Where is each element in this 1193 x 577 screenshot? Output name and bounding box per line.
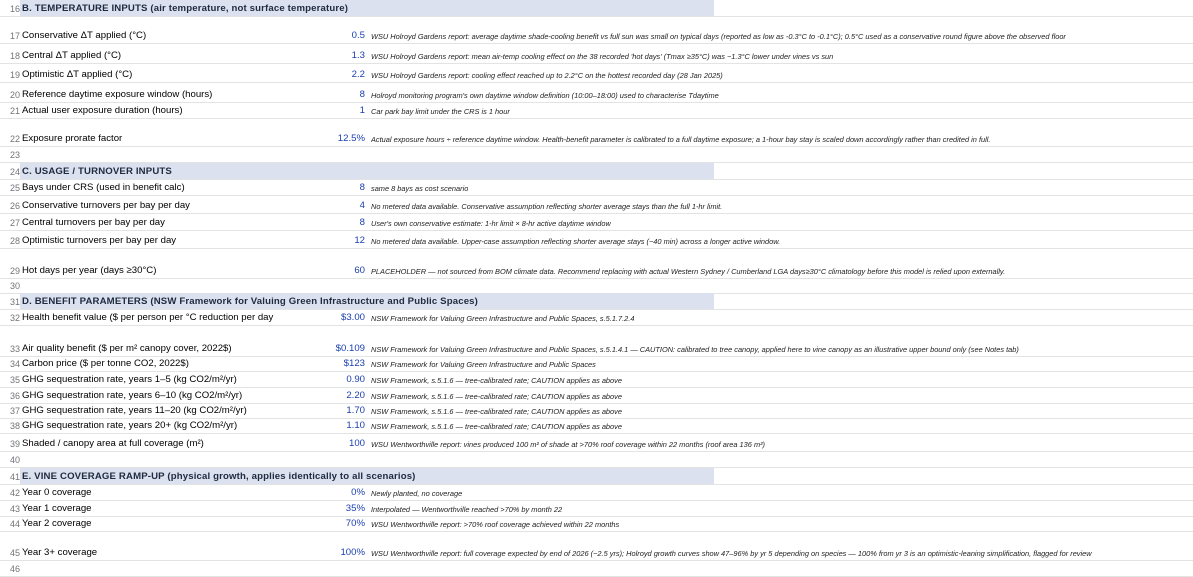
row-number[interactable]: 25 <box>9 183 20 193</box>
row-number[interactable]: 17 <box>9 31 20 41</box>
input-label[interactable]: Year 2 coverage <box>22 518 92 529</box>
section-title[interactable]: D. BENEFIT PARAMETERS (NSW Framework for Valuing Green Infrastructure and Public Spaces) <box>22 296 479 307</box>
source-note[interactable]: User's own conservative estimate: 1-hr limit × 8-hr active daytime window <box>371 219 611 228</box>
input-value-cell[interactable]: 8 <box>359 89 365 100</box>
input-value-cell[interactable]: 1.3 <box>351 50 365 61</box>
table-row <box>0 27 1193 44</box>
table-row <box>0 47 1193 64</box>
table-row <box>0 309 1193 326</box>
row-number[interactable]: 24 <box>9 167 20 177</box>
input-label[interactable]: Bays under CRS (used in benefit calc) <box>22 182 185 193</box>
input-label[interactable]: Year 3+ coverage <box>22 547 98 558</box>
row-number[interactable]: 35 <box>9 375 20 385</box>
input-value-cell[interactable]: 2.2 <box>351 69 365 80</box>
section-title[interactable]: E. VINE COVERAGE RAMP-UP (physical growth, applies identically to all scenarios) <box>22 471 416 482</box>
source-note[interactable]: WSU Holroyd Gardens report: cooling effect reached up to 2.2°C on the hottest recorded day (28 Jan 2025) <box>371 71 723 80</box>
table-row <box>0 232 1193 249</box>
input-value-cell[interactable]: 12.5% <box>337 133 365 144</box>
input-label[interactable]: Year 0 coverage <box>22 487 92 498</box>
table-row <box>0 515 1193 532</box>
source-note[interactable]: WSU Wentworthville report: >70% roof coverage achieved within 22 months <box>371 520 620 529</box>
row-number[interactable]: 33 <box>9 344 20 354</box>
table-row <box>0 560 1193 577</box>
input-value-cell[interactable]: 70% <box>345 518 365 529</box>
source-note[interactable]: NSW Framework for Valuing Green Infrastructure and Public Spaces <box>371 360 596 369</box>
table-row <box>0 214 1193 231</box>
table-row <box>0 277 1193 294</box>
row-number[interactable]: 19 <box>9 70 20 80</box>
input-value-cell[interactable]: 1.10 <box>346 420 365 431</box>
input-value-cell[interactable]: 100% <box>340 547 365 558</box>
table-row <box>0 544 1193 561</box>
row-number[interactable]: 22 <box>9 134 20 144</box>
input-label[interactable]: Health benefit value ($ per person per °C reduction per day <box>22 312 274 323</box>
source-note[interactable]: WSU Wentworthville report: full coverage expected by end of 2026 (~2.5 yrs); Holroyd growth curves show 47–96% by yr 5 depending on species — 100% from yr 3 is an optimistic-leaning simplification, flagged for review <box>371 549 1092 558</box>
input-value-cell[interactable]: 35% <box>345 503 365 514</box>
row-number[interactable]: 26 <box>9 201 20 211</box>
input-value-cell[interactable]: $0.109 <box>335 343 365 354</box>
table-row <box>0 371 1193 388</box>
source-note[interactable]: Holroyd monitoring program's own daytime window definition (10:00–18:00) used to characterise Tdaytime <box>371 91 719 100</box>
table-row <box>0 130 1193 147</box>
table-row <box>0 417 1193 434</box>
table-row <box>0 355 1193 372</box>
source-note[interactable]: same 8 bays as cost scenario <box>371 184 469 193</box>
source-note[interactable]: NSW Framework for Valuing Green Infrastructure and Public Spaces, s.5.1.4.1 — CAUTION: calibrated to tree canopy, applied here to vine canopy as an illustrative upper bound only (see Notes tab) <box>371 345 1019 354</box>
table-row <box>0 435 1193 452</box>
source-note[interactable]: NSW Framework, s.5.1.6 — tree-calibrated rate; CAUTION applies as above <box>371 407 622 416</box>
input-label[interactable]: Exposure prorate factor <box>22 133 123 144</box>
row-number[interactable]: 29 <box>9 266 20 276</box>
section-header-row <box>0 293 1193 310</box>
table-row <box>0 484 1193 501</box>
section-header-row <box>0 468 1193 485</box>
input-label[interactable]: Actual user exposure duration (hours) <box>22 105 183 116</box>
input-label[interactable]: GHG sequestration rate, years 6–10 (kg CO2/m²/yr) <box>22 390 243 401</box>
row-number[interactable]: 28 <box>9 236 20 246</box>
input-value-cell[interactable]: 1 <box>359 105 365 116</box>
table-row <box>0 66 1193 83</box>
input-value-cell[interactable]: 0.5 <box>351 30 365 41</box>
row-number[interactable]: 18 <box>9 51 20 61</box>
row-number[interactable]: 44 <box>9 519 20 529</box>
source-note[interactable]: NSW Framework, s.5.1.6 — tree-calibrated rate; CAUTION applies as above <box>371 422 622 431</box>
row-number[interactable]: 43 <box>9 504 20 514</box>
input-label[interactable]: Shaded / canopy area at full coverage (m²) <box>22 438 204 449</box>
input-label[interactable]: Central turnovers per bay per day <box>22 217 165 228</box>
table-row <box>0 86 1193 103</box>
source-note[interactable]: NSW Framework for Valuing Green Infrastructure and Public Spaces, s.5.1.7.2.4 <box>371 314 635 323</box>
row-number[interactable]: 34 <box>9 359 20 369</box>
source-note[interactable]: WSU Holroyd Gardens report: mean air-temp cooling effect on the 38 recorded 'hot days' (Tmax ≥35°C) was −1.3°C lower under vines vs sun <box>371 52 834 61</box>
row-number[interactable]: 41 <box>9 472 20 482</box>
input-value-cell[interactable]: 2.20 <box>346 390 365 401</box>
source-note[interactable]: Actual exposure hours ÷ reference daytime window. Health-benefit parameter is calibrated to a full daytime exposure; a 1-hour bay stay is scaled down accordingly rather than credited in full. <box>371 135 991 144</box>
input-value-cell[interactable]: 8 <box>359 217 365 228</box>
row-number[interactable]: 20 <box>9 90 20 100</box>
source-note[interactable]: No metered data available. Upper-case assumption reflecting shorter average stays (~40 min) across a longer active window. <box>371 237 781 246</box>
input-label[interactable]: Year 1 coverage <box>22 503 92 514</box>
input-value-cell[interactable]: 12 <box>354 235 365 246</box>
row-number[interactable]: 39 <box>9 439 20 449</box>
section-header-row <box>0 163 1193 180</box>
row-number[interactable]: 36 <box>9 391 20 401</box>
table-row <box>0 197 1193 214</box>
input-label[interactable]: GHG sequestration rate, years 20+ (kg CO2/m²/yr) <box>22 420 238 431</box>
row-number[interactable]: 42 <box>9 488 20 498</box>
source-note[interactable]: NSW Framework, s.5.1.6 — tree-calibrated rate; CAUTION applies as above <box>371 392 622 401</box>
input-label[interactable]: GHG sequestration rate, years 11–20 (kg CO2/m²/yr) <box>22 405 247 416</box>
row-number[interactable]: 40 <box>9 455 20 465</box>
input-label[interactable]: Conservative turnovers per bay per day <box>22 200 190 211</box>
table-row <box>0 102 1193 119</box>
source-note[interactable]: No metered data available. Conservative assumption reflecting shorter average stays than the full 1-hr limit. <box>371 202 723 211</box>
input-value-cell[interactable]: $3.00 <box>340 312 365 323</box>
input-label[interactable]: Reference daytime exposure window (hours) <box>22 89 213 100</box>
table-row <box>0 451 1193 468</box>
section-header-row <box>0 0 1193 17</box>
row-number[interactable]: 45 <box>9 548 20 558</box>
table-row <box>0 146 1193 163</box>
row-number[interactable]: 23 <box>9 150 20 160</box>
row-number[interactable]: 37 <box>9 406 20 416</box>
source-note[interactable]: PLACEHOLDER — not sourced from BOM climate data. Recommend replacing with actual Western Sydney / Cumberland LGA days≥30°C climatology before this model is relied upon externally. <box>371 267 1006 276</box>
input-label[interactable]: Optimistic ΔT applied (°C) <box>22 69 133 80</box>
source-note[interactable]: Car park bay limit under the CRS is 1 hour <box>371 107 510 116</box>
row-number[interactable]: 16 <box>9 4 20 14</box>
source-note[interactable]: WSU Wentworthville report: vines produced 100 m² of shade at >70% roof coverage within 22 months (roof area 136 m²) <box>371 440 766 449</box>
row-number[interactable]: 32 <box>9 313 20 323</box>
input-label[interactable]: Optimistic turnovers per bay per day <box>22 235 177 246</box>
input-label[interactable]: Air quality benefit ($ per m² canopy cover, 2022$) <box>22 343 232 354</box>
input-label[interactable]: Carbon price ($ per tonne CO2, 2022$) <box>22 358 189 369</box>
input-value-cell[interactable]: 8 <box>359 182 365 193</box>
section-title[interactable]: B. TEMPERATURE INPUTS (air temperature, not surface temperature) <box>22 3 349 14</box>
input-value-cell[interactable]: $123 <box>343 358 365 369</box>
input-label[interactable]: Central ΔT applied (°C) <box>22 50 122 61</box>
source-note[interactable]: WSU Holroyd Gardens report: average daytime shade-cooling benefit vs full sun was small on typical days (reported as low as -0.3°C to -0.1°C); 0.5°C used as a conservative round figure above the observed floor <box>371 32 1066 41</box>
row-number[interactable]: 30 <box>9 281 20 291</box>
source-note[interactable]: Newly planted, no coverage <box>371 489 463 498</box>
input-label[interactable]: GHG sequestration rate, years 1–5 (kg CO2/m²/yr) <box>22 374 237 385</box>
row-number[interactable]: 38 <box>9 421 20 431</box>
input-label[interactable]: Hot days per year (days ≥30°C) <box>22 265 157 276</box>
input-value-cell[interactable]: 100 <box>348 438 365 449</box>
row-number[interactable]: 27 <box>9 218 20 228</box>
input-value-cell[interactable]: 60 <box>354 265 365 276</box>
table-row <box>0 179 1193 196</box>
input-value-cell[interactable]: 1.70 <box>346 405 365 416</box>
source-note[interactable]: Interpolated — Wentworthville reached >70% by month 22 <box>371 505 563 514</box>
input-label[interactable]: Conservative ΔT applied (°C) <box>22 30 147 41</box>
row-number[interactable]: 21 <box>9 106 20 116</box>
input-value-cell[interactable]: 4 <box>359 200 365 211</box>
section-title[interactable]: C. USAGE / TURNOVER INPUTS <box>22 166 172 177</box>
source-note[interactable]: NSW Framework, s.5.1.6 — tree-calibrated rate; CAUTION applies as above <box>371 376 622 385</box>
row-number[interactable]: 46 <box>9 564 20 574</box>
row-number[interactable]: 31 <box>9 297 20 307</box>
input-value-cell[interactable]: 0% <box>351 487 365 498</box>
input-value-cell[interactable]: 0.90 <box>346 374 365 385</box>
